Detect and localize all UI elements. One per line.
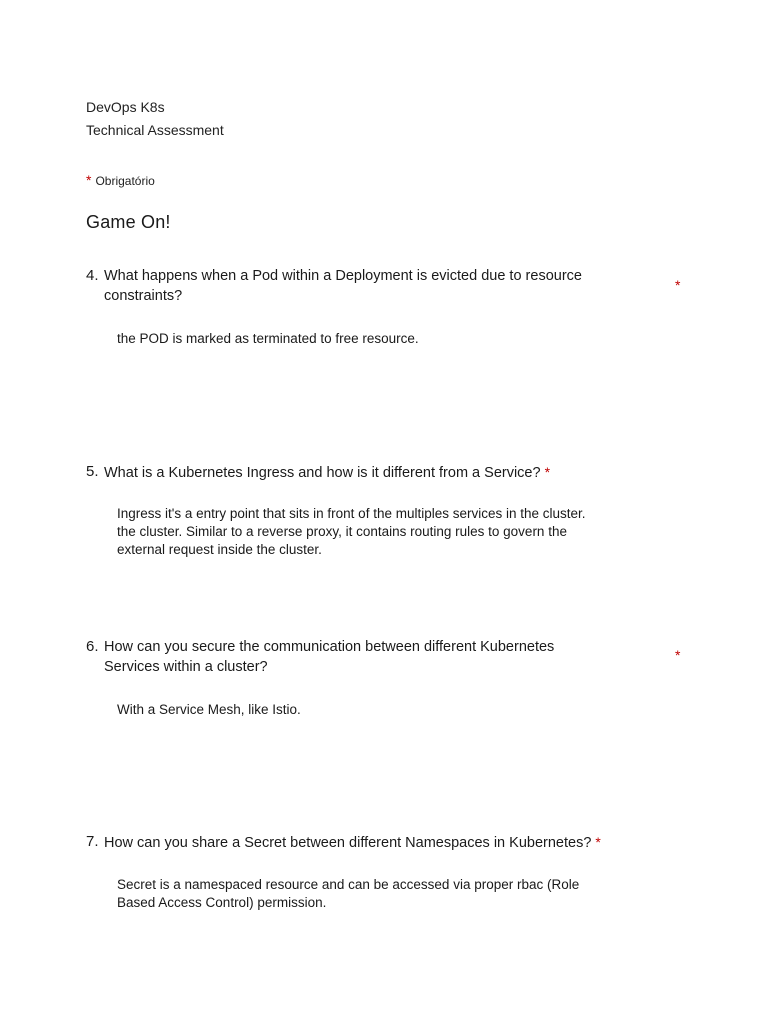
required-note [86, 172, 155, 189]
required-star-icon: * [675, 647, 681, 663]
question-text-line: Services within a cluster? [104, 659, 268, 675]
question-text [104, 462, 550, 483]
question-number: 5. [86, 463, 99, 480]
question-5 [86, 462, 686, 483]
answer-text[interactable]: With a Service Mesh, like Istio. [117, 702, 301, 717]
section-title: Game On! [86, 212, 171, 232]
required-star-icon: * [595, 834, 601, 850]
answer-line: the cluster. Similar to a reverse proxy, it contains routing rules to govern the [117, 524, 567, 539]
question-4 [86, 266, 686, 306]
question-number: 6. [86, 638, 99, 655]
question-text [104, 832, 601, 853]
question-text-line: constraints? [104, 288, 183, 304]
answer-line: Secret is a namespaced resource and can be accessed via proper rbac (Role [117, 877, 580, 892]
answer-text[interactable] [117, 505, 677, 559]
question-number: 7. [86, 833, 99, 850]
required-star-icon: * [675, 277, 681, 293]
question-text [104, 637, 554, 677]
question-text [104, 266, 582, 306]
answer-text[interactable] [117, 876, 677, 912]
required-star-icon: * [86, 172, 92, 188]
question-text-line: What is a Kubernetes Ingress and how is it different from a Service? [104, 465, 541, 481]
form-title-line2: Technical Assessment [86, 122, 224, 138]
answer-text[interactable]: the POD is marked as terminated to free resource. [117, 331, 419, 346]
question-text-line: How can you share a Secret between different Namespaces in Kubernetes? [104, 835, 592, 851]
form-title-line1: DevOps K8s [86, 99, 165, 115]
question-text-line: How can you secure the communication between different Kubernetes [104, 639, 555, 655]
question-7 [86, 832, 686, 853]
question-number: 4. [86, 267, 99, 284]
answer-line: Ingress it's a entry point that sits in front of the multiples services in the cluster. [117, 506, 586, 521]
required-label: Obrigatório [95, 174, 155, 188]
answer-line: Based Access Control) permission. [117, 895, 327, 910]
required-star-icon: * [544, 464, 551, 480]
question-text-line: What happens when a Pod within a Deployment is evicted due to resource [104, 268, 582, 284]
question-6 [86, 637, 686, 677]
answer-line: external request inside the cluster. [117, 542, 322, 557]
